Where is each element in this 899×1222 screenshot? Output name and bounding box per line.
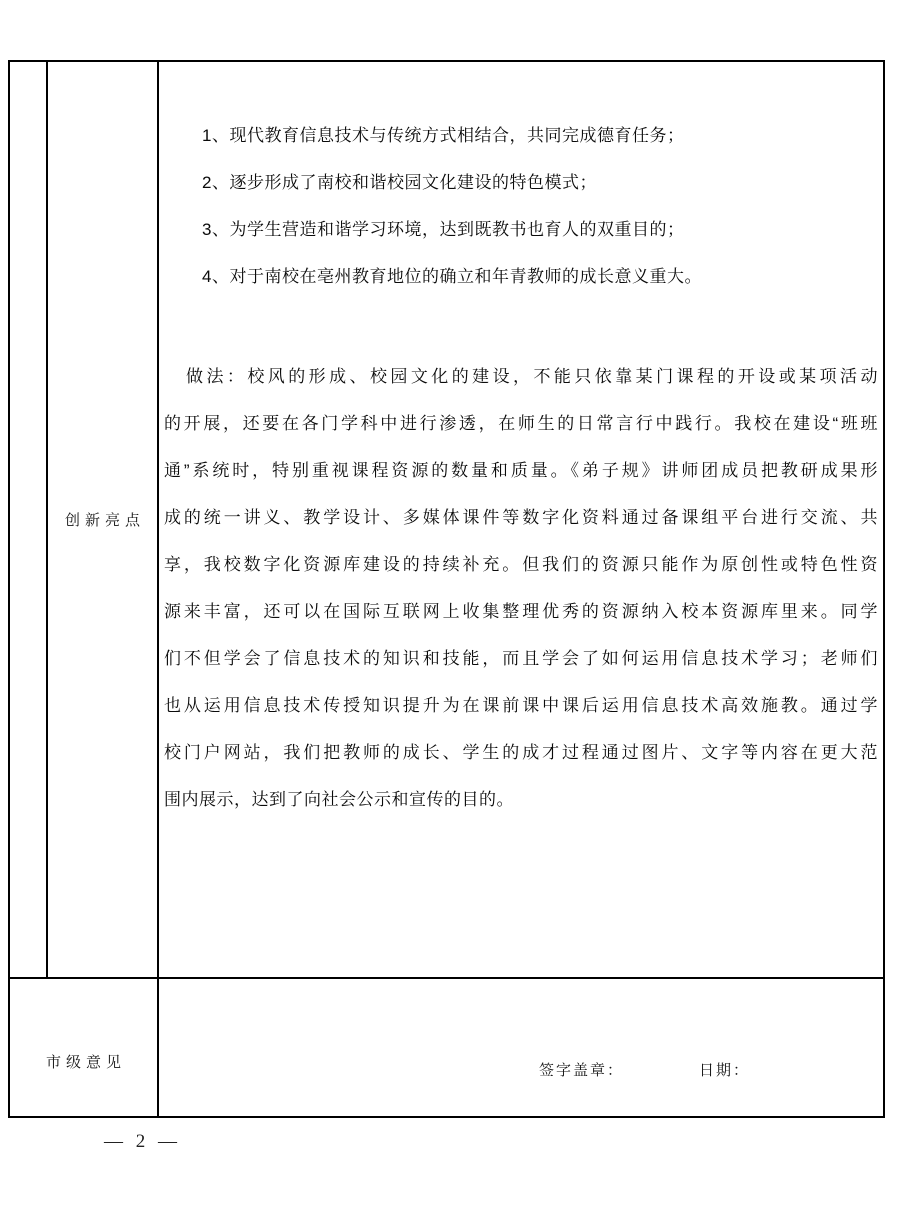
methods-paragraph xyxy=(164,353,878,823)
paragraph-line: 源来丰富，还可以在国际互联网上收集整理优秀的资源纳入校本资源库里来。同学 xyxy=(164,602,878,621)
municipal-opinion-label: 市级意见 xyxy=(45,1055,126,1071)
paragraph-line: 也从运用信息技术传授知识提升为在课前课中课后运用信息技术高效施教。通过学 xyxy=(164,696,878,715)
innovation-content-cell xyxy=(159,62,883,977)
innovation-highlights-label: 创新亮点 xyxy=(64,513,145,529)
row-label-innovation-cell xyxy=(48,62,159,977)
list-item-2: 2、逐步形成了南校和谐校园文化建设的特色模式； xyxy=(202,173,597,192)
date-label: 日期： xyxy=(699,1063,751,1079)
paragraph-line: 们不但学会了信息技术的知识和技能，而且学会了如何运用信息技术学习；老师们 xyxy=(164,649,878,668)
paragraph-line: 做法：校风的形成、校园文化的建设，不能只依靠某门课程的开设或某项活动 xyxy=(186,367,878,386)
paragraph-line: 成的统一讲义、教学设计、多媒体课件等数字化资料通过备课组平台进行交流、共 xyxy=(164,508,878,527)
numbered-list xyxy=(164,112,878,300)
list-item-1: 1、现代教育信息技术与传统方式相结合，共同完成德育任务； xyxy=(202,126,685,145)
row-label-municipal-cell xyxy=(10,977,159,1116)
paragraph-line: 享，我校数字化资源库建设的持续补充。但我们的资源只能作为原创性或特色性资 xyxy=(164,555,878,574)
paragraph-line: 通”系统时，特别重视课程资源的数量和质量。《弟子规》讲师团成员把教研成果形 xyxy=(164,461,878,480)
paragraph-line: 校门户网站，我们把教师的成长、学生的成才过程通过图片、文字等内容在更大范 xyxy=(164,743,878,762)
municipal-content-cell xyxy=(159,977,883,1116)
paragraph-line: 的开展，还要在各门学科中进行渗透，在师生的日常言行中践行。我校在建设“班班 xyxy=(164,414,878,433)
list-item-4: 4、对于南校在亳州教育地位的确立和年青教师的成长意义重大。 xyxy=(202,267,702,286)
empty-side-cell xyxy=(10,62,48,977)
signature-seal-label: 签字盖章： xyxy=(539,1063,625,1079)
paragraph-line: 围内展示，达到了向社会公示和宣传的目的。 xyxy=(164,790,514,809)
page-number: — 2 — xyxy=(104,1131,181,1152)
form-table xyxy=(8,60,885,1118)
list-item-3: 3、为学生营造和谐学习环境，达到既教书也育人的双重目的； xyxy=(202,220,685,239)
